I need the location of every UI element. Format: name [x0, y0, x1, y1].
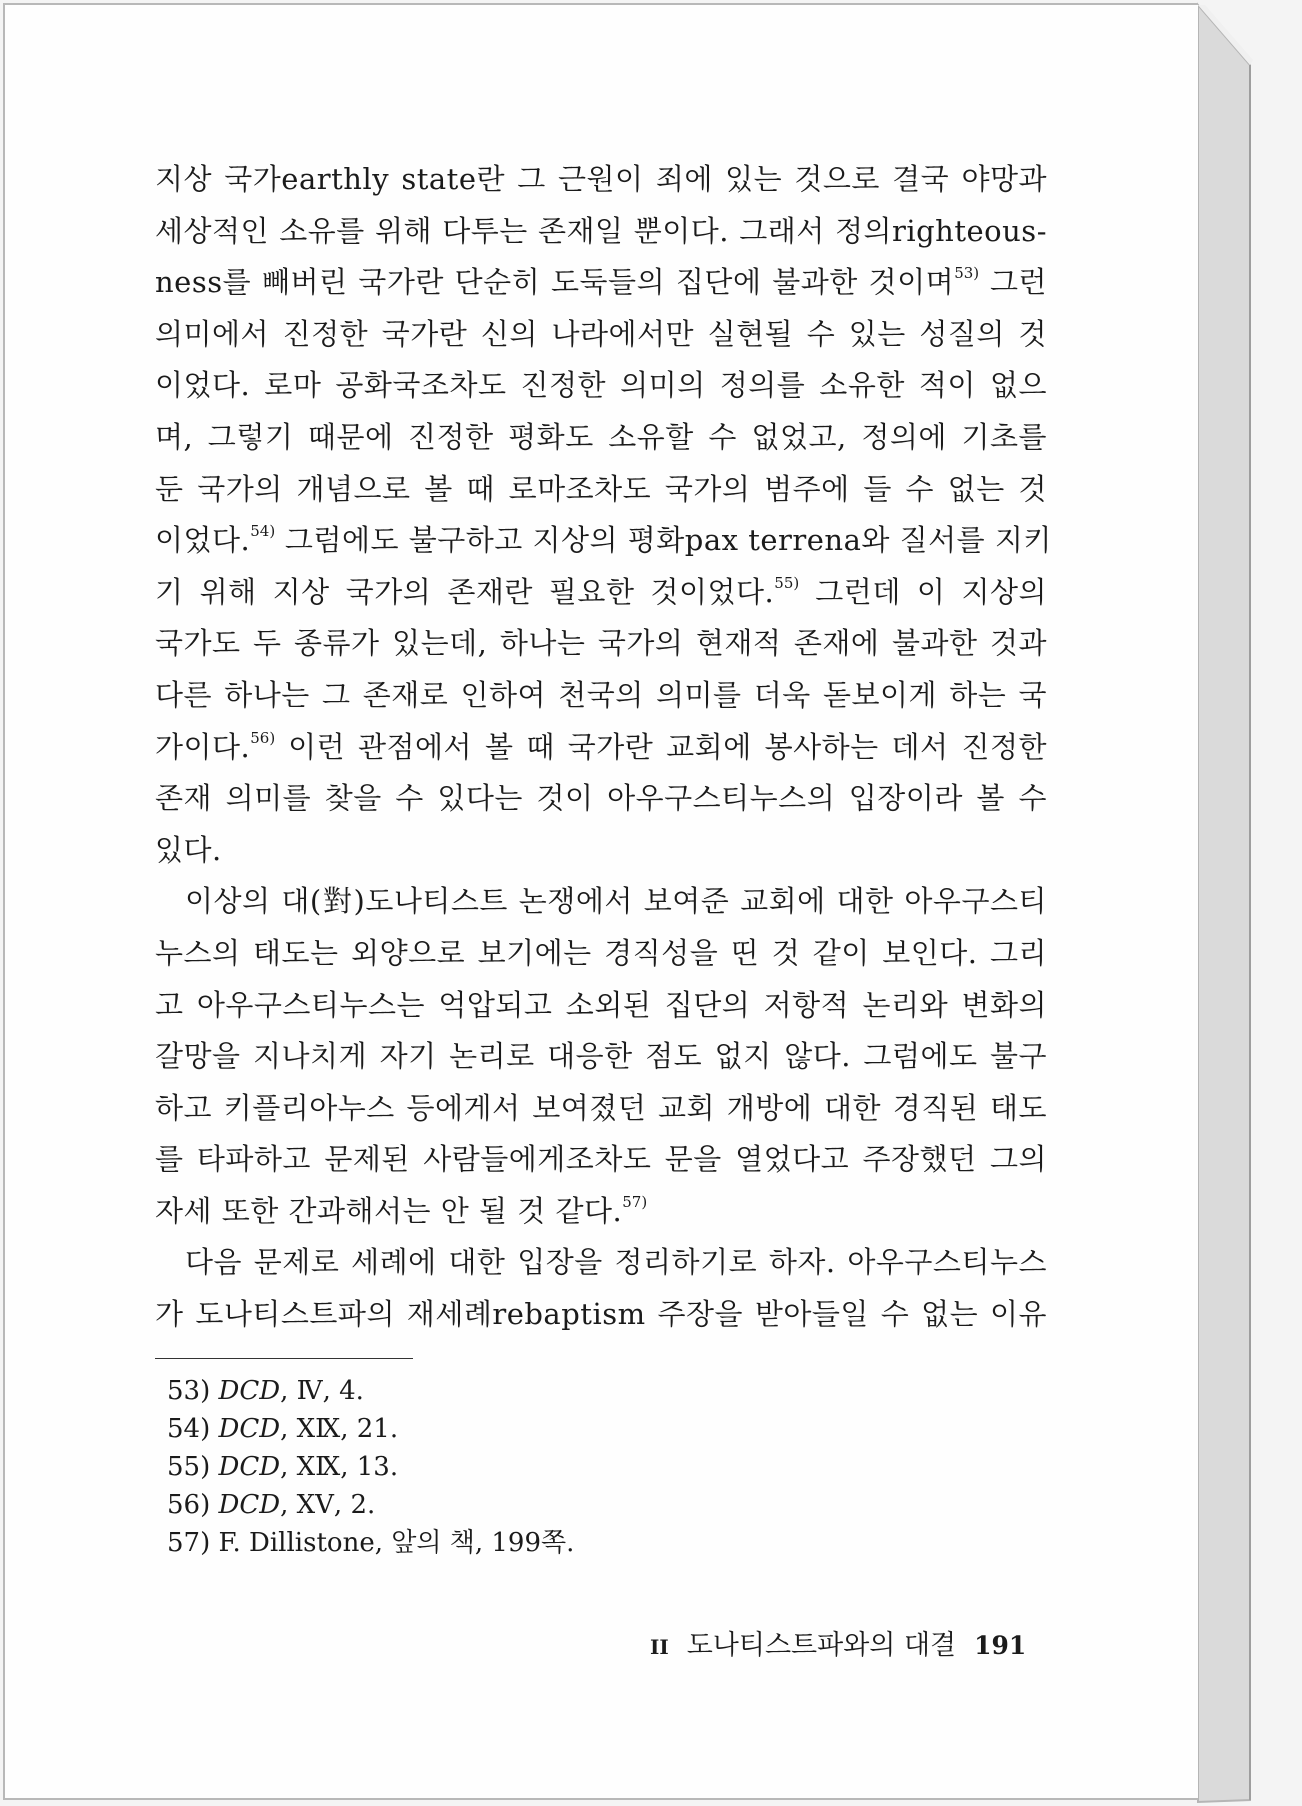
text-line: 이상의 대(對)도나티스트 논쟁에서 보여준 교회에 대한 아우구스티: [185, 884, 1047, 919]
text-line: 있다.: [155, 832, 222, 867]
footnote-ref-53[interactable]: 53): [954, 264, 980, 283]
chapter-number: II: [650, 1635, 669, 1659]
chapter-title: 도나티스트파와의 대결: [686, 1630, 957, 1661]
footnote-53: 53) DCD, Ⅳ, 4.: [167, 1376, 364, 1406]
text-line: 갈망을 지나치게 자기 논리로 대응한 점도 없지 않다. 그럼에도 불구: [155, 1039, 1047, 1074]
footnote-56: 56) DCD, ⅩⅤ, 2.: [167, 1490, 376, 1520]
text-line: 존재 의미를 찾을 수 있다는 것이 아우구스티누스의 입장이라 볼 수: [155, 781, 1047, 816]
text-line: 이었다.$^{54)}$ 그럼에도 불구하고 지상의 평화pax terrena와 질서를 지키: [155, 522, 1052, 558]
text-line: 누스의 태도는 외양으로 보기에는 경직성을 띤 것 같이 보인다. 그리: [155, 935, 1047, 970]
footnotes: [167, 1372, 574, 1562]
text-line: 하고 키플리아누스 등에게서 보여졌던 교회 개방에 대한 경직된 태도: [155, 1090, 1047, 1125]
text-line: 둔 국가의 개념으로 볼 때 로마조차도 국가의 범주에 들 수 없는 것: [155, 471, 1047, 506]
text-line: 며, 그렇기 때문에 진정한 평화도 소유할 수 없었고, 정의에 기초를: [155, 419, 1047, 454]
text-line: 기 위해 지상 국가의 존재란 필요한 것이었다.$^{55)}$ 그런데 이 지상의: [155, 573, 1047, 609]
text-line: 가이다.$^{56)}$ 이런 관점에서 볼 때 국가란 교회에 봉사하는 데서 진정한: [155, 728, 1047, 764]
footnote-54: 54) DCD, ⅩⅨ, 21.: [167, 1414, 399, 1444]
footnote-ref-55[interactable]: 55): [774, 573, 800, 592]
footnote-separator: [155, 1358, 413, 1359]
text-line: 국가도 두 종류가 있는데, 하나는 국가의 현재적 존재에 불과한 것과: [155, 626, 1047, 661]
text-line: 의미에서 진정한 국가란 신의 나라에서만 실현될 수 있는 성질의 것: [155, 316, 1047, 351]
text-line: 지상 국가earthly state란 그 근원이 죄에 있는 것으로 결국 야망과: [155, 162, 1047, 196]
body-text: [155, 154, 1052, 1341]
footnote-ref-54[interactable]: 54): [250, 522, 276, 541]
text-line: 고 아우구스티누스는 억압되고 소외된 집단의 저항적 논리와 변화의: [155, 987, 1047, 1022]
text-line: 다른 하나는 그 존재로 인하여 천국의 의미를 더욱 돋보이게 하는 국: [155, 677, 1047, 712]
footnote-55: 55) DCD, ⅩⅨ, 13.: [167, 1452, 399, 1482]
text-line: 가 도나티스트파의 재세례rebaptism 주장을 받아들일 수 없는 이유: [155, 1297, 1047, 1332]
text-line: ness를 빼버린 국가란 단순히 도둑들의 집단에 불과한 것이며$^{53)}$ 그런: [155, 264, 1047, 300]
text-line: 다음 문제로 세례에 대한 입장을 정리하기로 하자. 아우구스티누스: [185, 1245, 1047, 1280]
running-footer: [650, 1626, 1027, 1666]
text-line: 이었다. 로마 공화국조차도 진정한 의미의 정의를 소유한 적이 없으: [155, 368, 1047, 403]
text-line: 세상적인 소유를 위해 다투는 존재일 뿐이다. 그래서 정의righteous-: [155, 213, 1047, 248]
footnote-57: 57) F. Dillistone, 앞의 책, 199쪽.: [167, 1528, 575, 1558]
footnote-ref-57[interactable]: 57): [622, 1192, 648, 1211]
text-line: 자세 또한 간과해서는 안 될 것 같다.$^{57)}$: [155, 1192, 648, 1228]
footnote-ref-56[interactable]: 56): [250, 728, 276, 747]
page-number: 191: [974, 1631, 1027, 1660]
text-line: 를 타파하고 문제된 사람들에게조차도 문을 열었다고 주장했던 그의: [155, 1142, 1047, 1177]
